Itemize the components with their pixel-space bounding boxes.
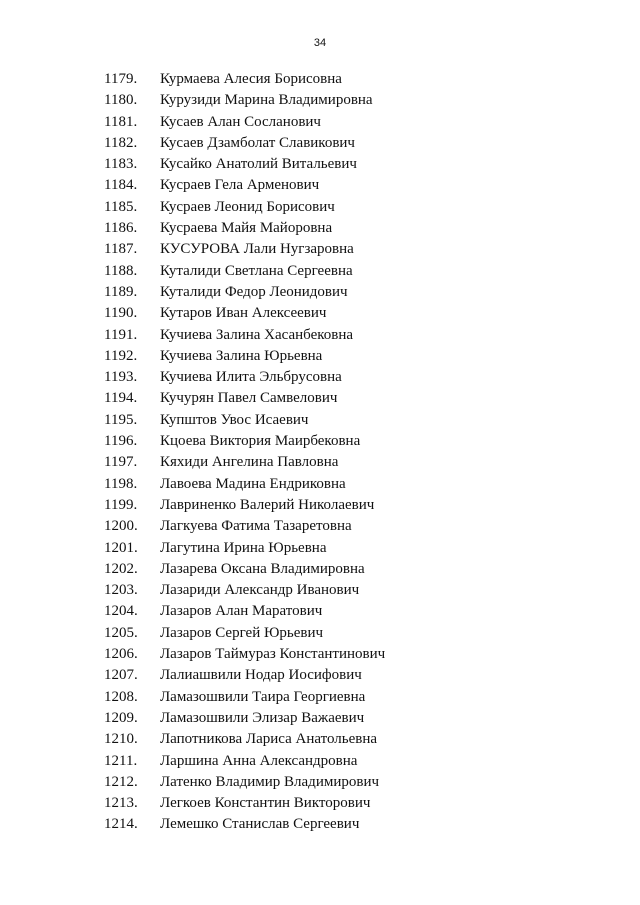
entry-name: Купштов Увос Исаевич (160, 411, 309, 428)
entry-number: 1202. (104, 560, 138, 577)
entry-name: Кучиева Илита Эльбрусовна (160, 369, 342, 386)
list-item (0, 708, 640, 729)
entry-name: Кучурян Павел Самвелович (160, 390, 338, 407)
list-item (0, 282, 640, 303)
list-item (0, 367, 640, 388)
list-item (0, 559, 640, 580)
entry-name: Кусраев Леонид Борисович (160, 198, 335, 215)
entry-name: Кусраева Майя Майоровна (160, 220, 333, 237)
entry-name: Латенко Владимир Владимирович (160, 773, 380, 790)
entry-number: 1191. (104, 326, 138, 343)
list-item (0, 303, 640, 324)
entry-number: 1181. (104, 113, 138, 130)
entry-number: 1200. (104, 518, 138, 535)
list-item (0, 112, 640, 133)
list-item (0, 69, 640, 90)
entry-name: Лемешко Станислав Сергеевич (160, 816, 360, 833)
entry-number: 1188. (104, 262, 138, 279)
entry-number: 1197. (104, 454, 138, 471)
entry-name: Легкоев Константин Викторович (160, 795, 371, 812)
entry-name: Лапотникова Лариса Анатольевна (160, 731, 378, 748)
entry-name: Лазаров Алан Маратович (160, 603, 323, 620)
entry-number: 1192. (104, 347, 138, 364)
entry-name: Кучиева Залина Юрьевна (160, 347, 323, 364)
entry-number: 1198. (104, 475, 138, 492)
list-item (0, 239, 640, 260)
entry-name: Лазаров Таймураз Константинович (160, 646, 386, 663)
entry-number: 1190. (104, 305, 138, 322)
entry-number: 1195. (104, 411, 138, 428)
list-item (0, 133, 640, 154)
entry-name: Кучиева Залина Хасанбековна (160, 326, 354, 343)
entry-number: 1203. (104, 582, 138, 599)
entry-number: 1205. (104, 624, 138, 641)
list-item (0, 410, 640, 431)
list-item (0, 623, 640, 644)
entry-number: 1208. (104, 688, 138, 705)
entry-name: Ламазошвили Элизар Важаевич (160, 709, 365, 726)
entry-name: Ламазошвили Таира Георгиевна (160, 688, 366, 705)
list-item (0, 814, 640, 835)
list-item (0, 388, 640, 409)
list-item (0, 495, 640, 516)
list-item (0, 175, 640, 196)
list-item (0, 452, 640, 473)
list-item (0, 154, 640, 175)
entry-number: 1196. (104, 433, 138, 450)
entry-number: 1185. (104, 198, 138, 215)
entry-name: Курузиди Марина Владимировна (160, 92, 373, 109)
entry-number: 1194. (104, 390, 138, 407)
entry-number: 1201. (104, 539, 138, 556)
entry-name: Лагкуева Фатима Тазаретовна (160, 518, 352, 535)
list-item (0, 772, 640, 793)
entry-name: Кяхиди Ангелина Павловна (160, 454, 339, 471)
entry-name: Лалиашвили Нодар Иосифович (160, 667, 362, 684)
entry-name: Куталиди Федор Леонидович (160, 283, 348, 300)
list-item (0, 516, 640, 537)
entry-number: 1180. (104, 92, 138, 109)
list-item (0, 90, 640, 111)
entry-name: Кутаров Иван Алексеевич (160, 305, 327, 322)
entry-number: 1212. (104, 773, 138, 790)
entry-name: Лазариди Александр Иванович (160, 582, 360, 599)
list-item (0, 751, 640, 772)
list-item (0, 346, 640, 367)
list-item (0, 601, 640, 622)
entry-name: Лагутина Ирина Юрьевна (160, 539, 327, 556)
entry-name: Лавриненко Валерий Николаевич (160, 496, 375, 513)
name-list (0, 69, 640, 836)
entry-number: 1179. (104, 71, 138, 87)
entry-name: Кусаев Алан Сосланович (160, 113, 321, 130)
page-number: 34 (313, 37, 327, 49)
list-item (0, 197, 640, 218)
list-item (0, 793, 640, 814)
entry-number: 1209. (104, 709, 138, 726)
entry-number: 1206. (104, 646, 138, 663)
entry-name: Ларшина Анна Александровна (160, 752, 358, 769)
list-item (0, 580, 640, 601)
entry-number: 1193. (104, 369, 138, 386)
entry-number: 1214. (104, 816, 138, 833)
entry-number: 1210. (104, 731, 138, 748)
list-item (0, 538, 640, 559)
entry-name: Курмаева Алесия Борисовна (160, 71, 342, 87)
entry-number: 1184. (104, 177, 138, 194)
list-item (0, 644, 640, 665)
entry-number: 1186. (104, 220, 138, 237)
entry-name: КУСУРОВА Лали Нугзаровна (160, 241, 354, 258)
entry-name: Кцоева Виктория Маирбековна (160, 433, 361, 450)
entry-number: 1183. (104, 156, 138, 173)
entry-number: 1204. (104, 603, 138, 620)
entry-name: Куталиди Светлана Сергеевна (160, 262, 353, 279)
entry-name: Лазаров Сергей Юрьевич (160, 624, 324, 641)
entry-name: Лазарева Оксана Владимировна (160, 560, 365, 577)
entry-name: Лавоева Мадина Ендриковна (160, 475, 346, 492)
entry-number: 1182. (104, 134, 138, 151)
entry-number: 1199. (104, 496, 138, 513)
list-item (0, 665, 640, 686)
list-item (0, 687, 640, 708)
entry-name: Кусайко Анатолий Витальевич (160, 156, 357, 173)
entry-number: 1211. (104, 752, 138, 769)
entry-name: Кусаев Дзамболат Славикович (160, 134, 355, 151)
entry-number: 1207. (104, 667, 138, 684)
entry-number: 1189. (104, 283, 138, 300)
list-item (0, 261, 640, 282)
list-item (0, 729, 640, 750)
list-item (0, 325, 640, 346)
entry-name: Кусраев Гела Арменович (160, 177, 320, 194)
list-item (0, 218, 640, 239)
list-item (0, 431, 640, 452)
list-item (0, 474, 640, 495)
entry-number: 1187. (104, 241, 138, 258)
entry-number: 1213. (104, 795, 138, 812)
